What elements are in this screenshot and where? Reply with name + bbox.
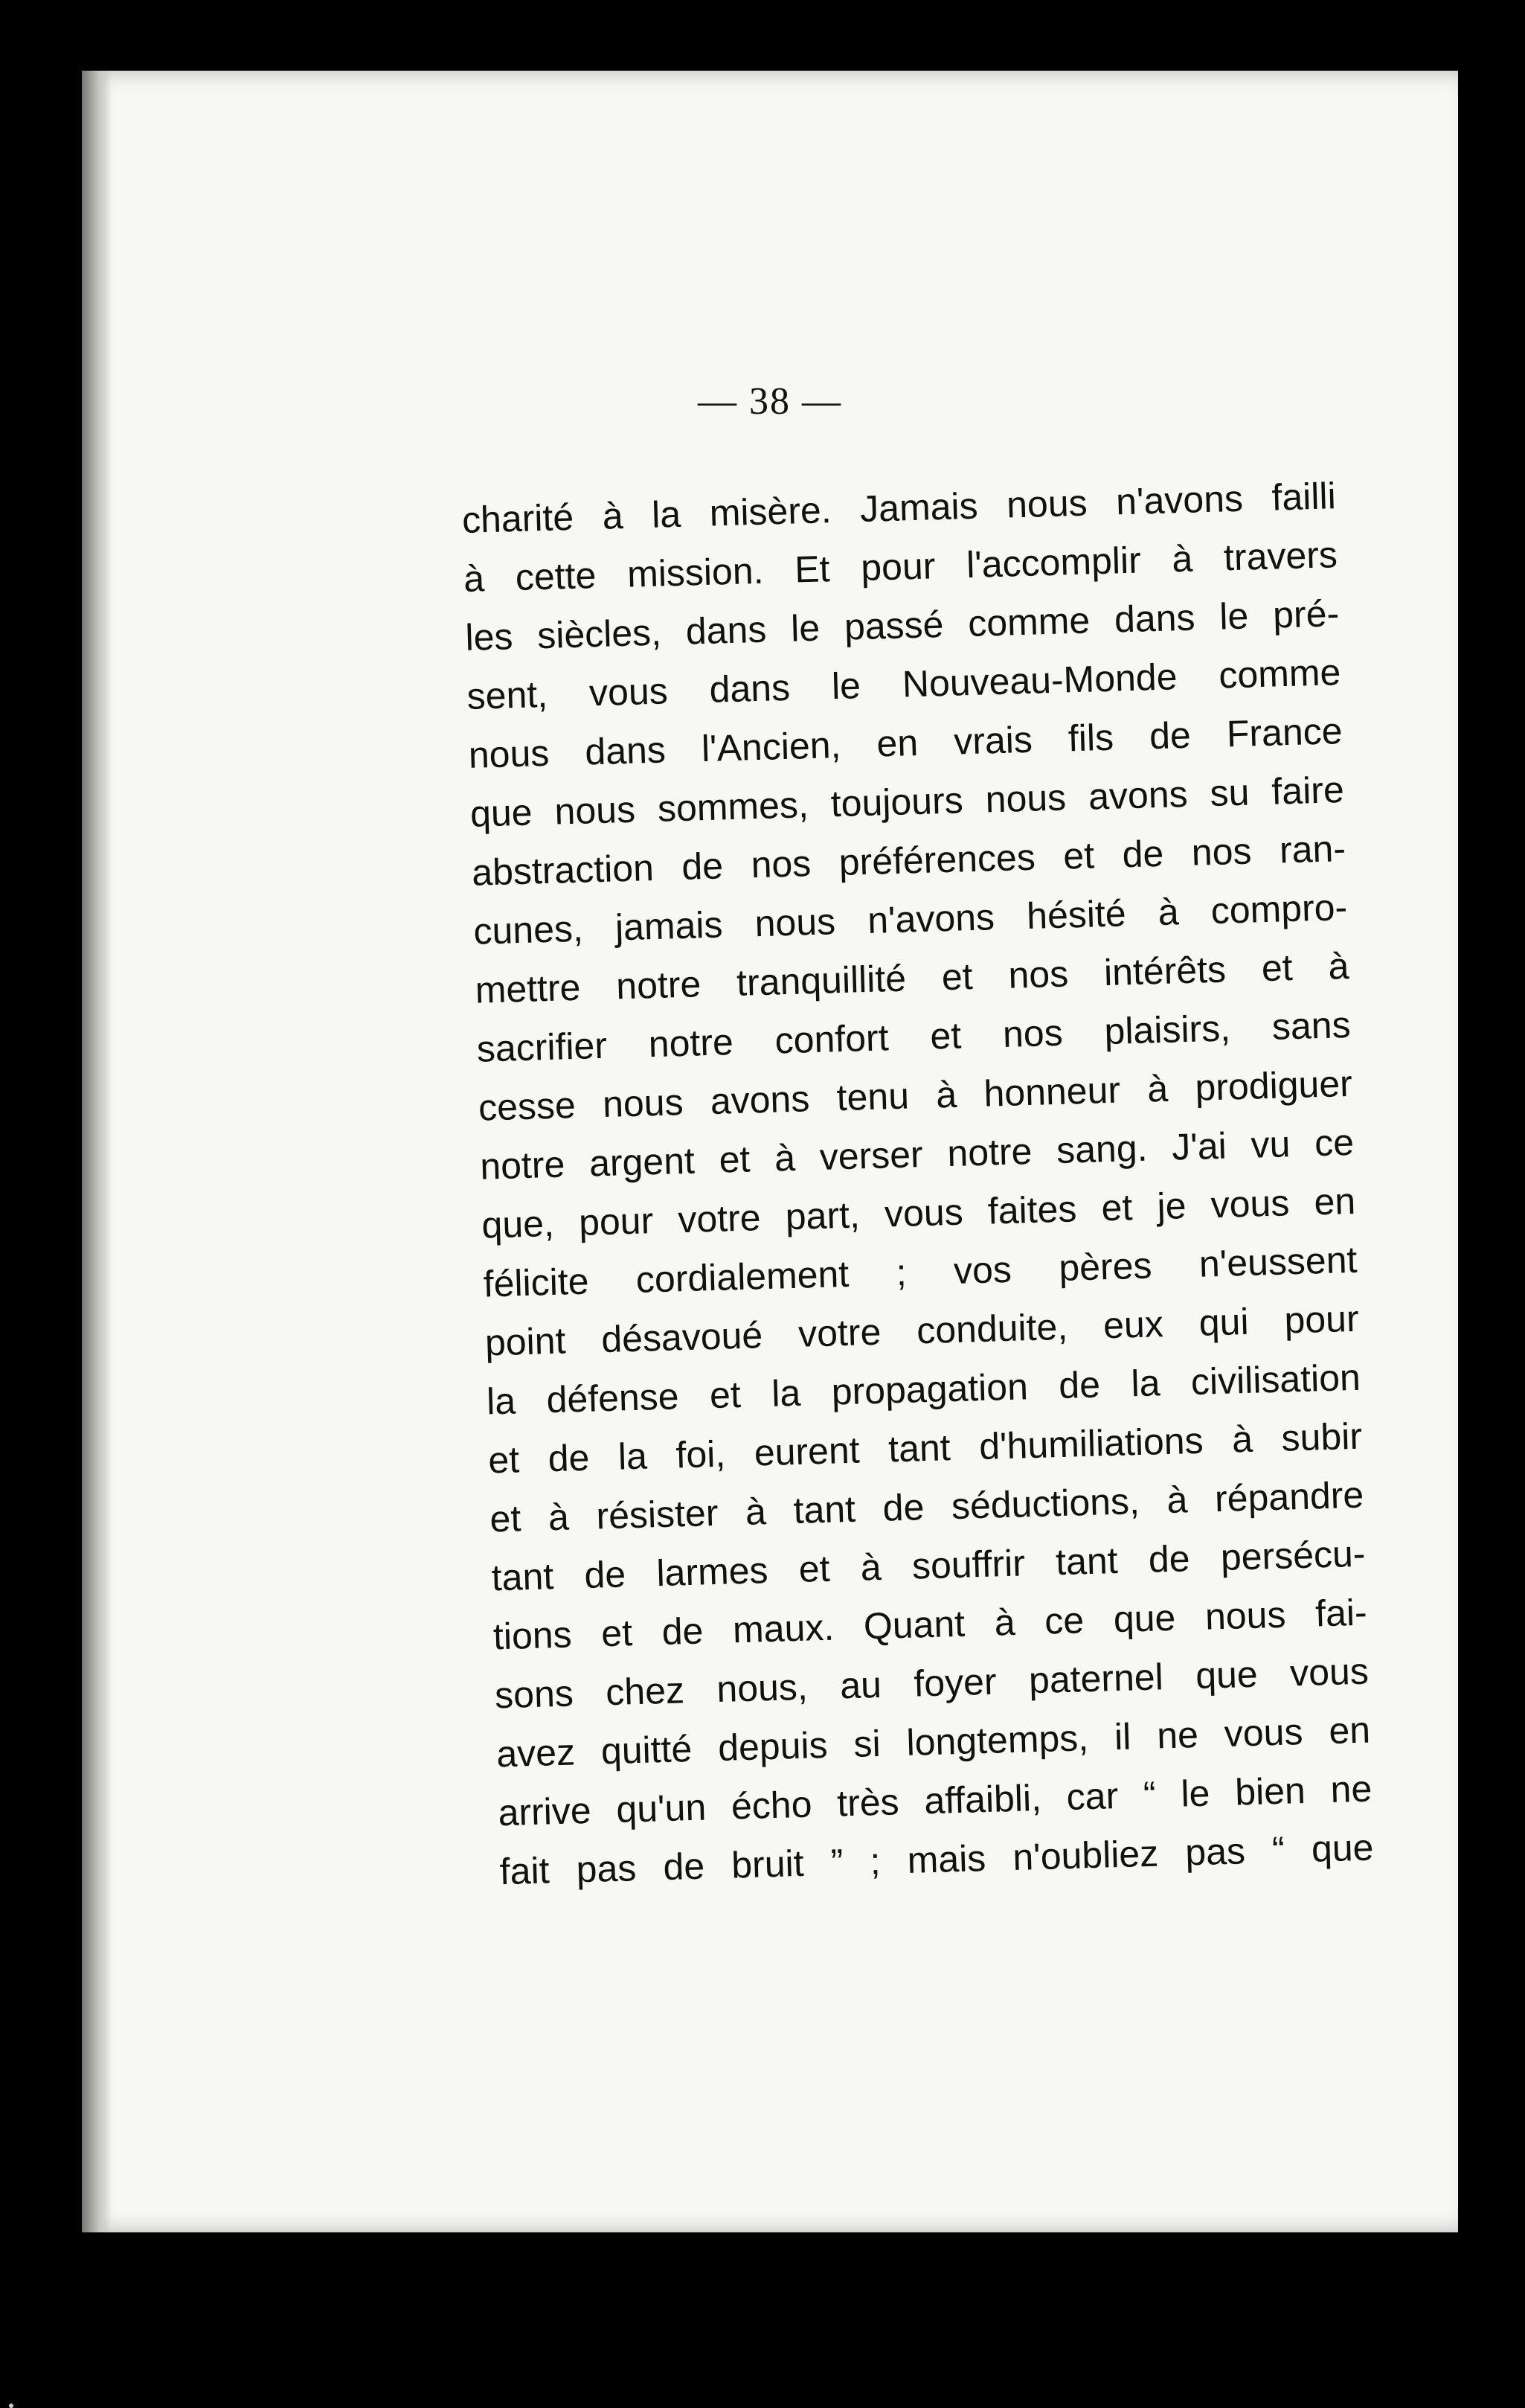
text-line: cunes, jamais nous n'avons hésité à compro- [472,886,1348,952]
text-line: abstraction de nos préférences et de nos ran- [471,827,1346,894]
text-line: charité à la misère. Jamais nous n'avons failli [461,475,1337,541]
text-line: fait pas de bruit ” ; mais n'oubliez pas “ que [499,1826,1375,1893]
text-line: et à résister à tant de séductions, à répandre [489,1473,1364,1540]
text-line: à cette mission. Et pour l'accomplir à travers [463,534,1338,600]
text-line: sons chez nous, au foyer paternel que vous [494,1650,1370,1717]
body-text [461,467,1374,1901]
text-line: cesse nous avons tenu à honneur à prodiguer [478,1062,1353,1129]
text-line: que nous sommes, toujours nous avons su faire [469,769,1345,835]
text-line: sacrifier notre confort et nos plaisirs, sans [476,1003,1352,1070]
text-line: tions et de maux. Quant à ce que nous fai- [492,1591,1368,1658]
text-line: félicite cordialement ; vos pères n'eussent [482,1238,1358,1305]
text-line: les siècles, dans le passé comme dans le pré- [464,592,1340,659]
scan-speck [9,2404,13,2408]
text-line: mettre notre tranquillité et nos intérêts et à [474,944,1350,1011]
text-line: nous dans l'Ancien, en vrais fils de France [468,710,1343,776]
text-line: arrive qu'un écho très affaibli, car “ le bien ne [497,1767,1372,1834]
text-line: la défense et la propagation de la civilisation [486,1356,1361,1423]
page-number: — 38 — [698,380,842,423]
text-line: que, pour votre part, vous faites et je vous en [481,1179,1356,1246]
text-line: sent, vous dans le Nouveau-Monde comme [466,651,1342,717]
text-line: tant de larmes et à souffrir tant de persécu- [491,1532,1367,1599]
text-line: et de la foi, eurent tant d'humiliations à subir [487,1415,1363,1482]
text-line: avez quitté depuis si longtemps, il ne vous en [495,1709,1371,1775]
book-page [82,71,1458,2232]
text-line: notre argent et à verser notre sang. J'ai vu ce [479,1121,1355,1188]
text-line: point désavoué votre conduite, eux qui pour [484,1297,1360,1364]
